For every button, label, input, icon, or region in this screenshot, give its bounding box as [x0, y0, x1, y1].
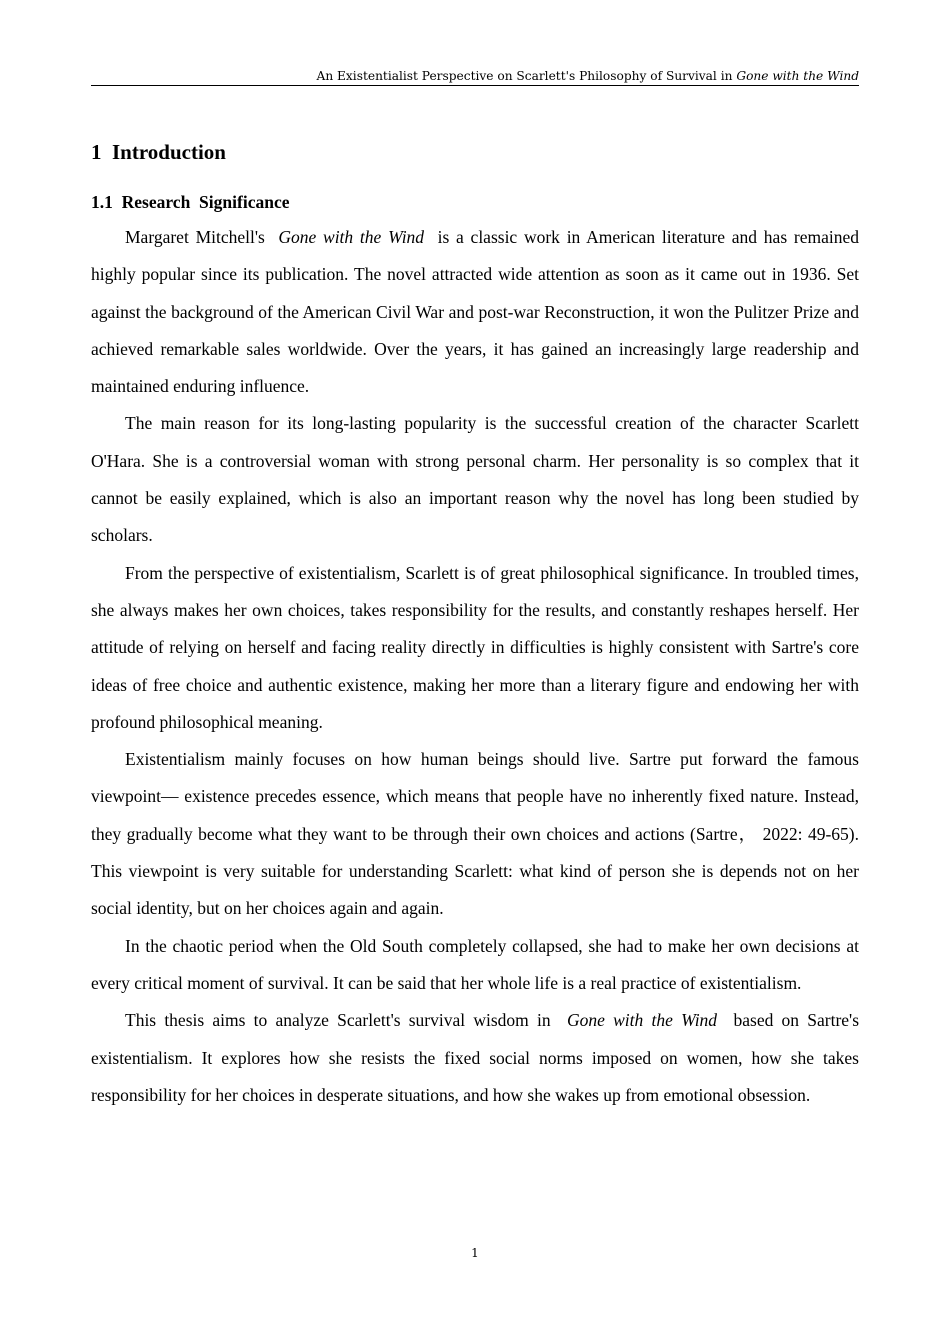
running-header-text: An Existentialist Perspective on Scarlett's Philosophy of Survival in — [316, 69, 737, 83]
book-title: Gone with the Wind — [278, 227, 425, 247]
book-title: Gone with the Wind — [567, 1010, 718, 1031]
body-text — [91, 219, 859, 1114]
paragraph-4: Existentialism mainly focuses on how human beings should live. Sartre put forward the famous viewpoint— existence precedes essence, which means that people have no inherently fixed nature. Instead, they gradually become what they want to be through their own choices and actions (Sartre， 2022: 49-65). This viewpoint is very suitable for understanding Scarlett: what kind of person she is depends not on her social identity, but on her choices again and again. — [91, 749, 859, 919]
running-header — [91, 68, 859, 86]
paragraph-1-rest: is a classic work in American literature and has remained highly popular since its publication. The novel attracted wide attention as soon as it came out in 1936. Set against the background of the American Civil War and post-war Reconstruction, it won the Pulitzer Prize and achieved remarkable sales worldwide. Over the years, it has gained an increasingly large readership and maintained enduring influence. — [91, 227, 859, 397]
paragraph-6-rest: based on Sartre's existentialism. It explores how she resists the fixed social norms imposed on women, how she takes responsibility for her choices in desperate situations, and how she wakes up from emotional obsession. — [91, 1010, 860, 1105]
paragraph-1 — [91, 219, 859, 405]
paragraph-3: From the perspective of existentialism, Scarlett is of great philosophical significance. In troubled times, she always makes her own choices, takes responsibility for the results, and constantly reshapes herself. Her attitude of relying on herself and facing reality directly in difficulties is highly consistent with Sartre's core ideas of free choice and authentic existence, making her more than a literary figure and endowing her with profound philosophical meaning. — [91, 562, 859, 732]
section-heading: 1.1 Research Significance — [91, 192, 290, 212]
paragraph-1-lead: Margaret Mitchell's — [125, 227, 279, 247]
paragraph-2: The main reason for its long-lasting popularity is the successful creation of the character Scarlett O'Hara. She is a controversial woman with strong personal charm. Her personality is so complex that it cannot be easily explained, which is also an important reason why the novel has long been studied by scholars. — [91, 413, 859, 546]
chapter-heading: 1 Introduction — [91, 140, 226, 164]
paragraph-6-lead: This thesis aims to analyze Scarlett's survival wisdom in — [125, 1010, 568, 1031]
paragraph-5: In the chaotic period when the Old South completely collapsed, she had to make her own decisions at every critical moment of survival. It can be said that her whole life is a real practice of existentialism. — [91, 935, 859, 993]
running-header-title: Gone with the Wind — [736, 69, 859, 83]
paragraph-6 — [91, 1002, 859, 1114]
page-number: 1 — [471, 1246, 479, 1260]
